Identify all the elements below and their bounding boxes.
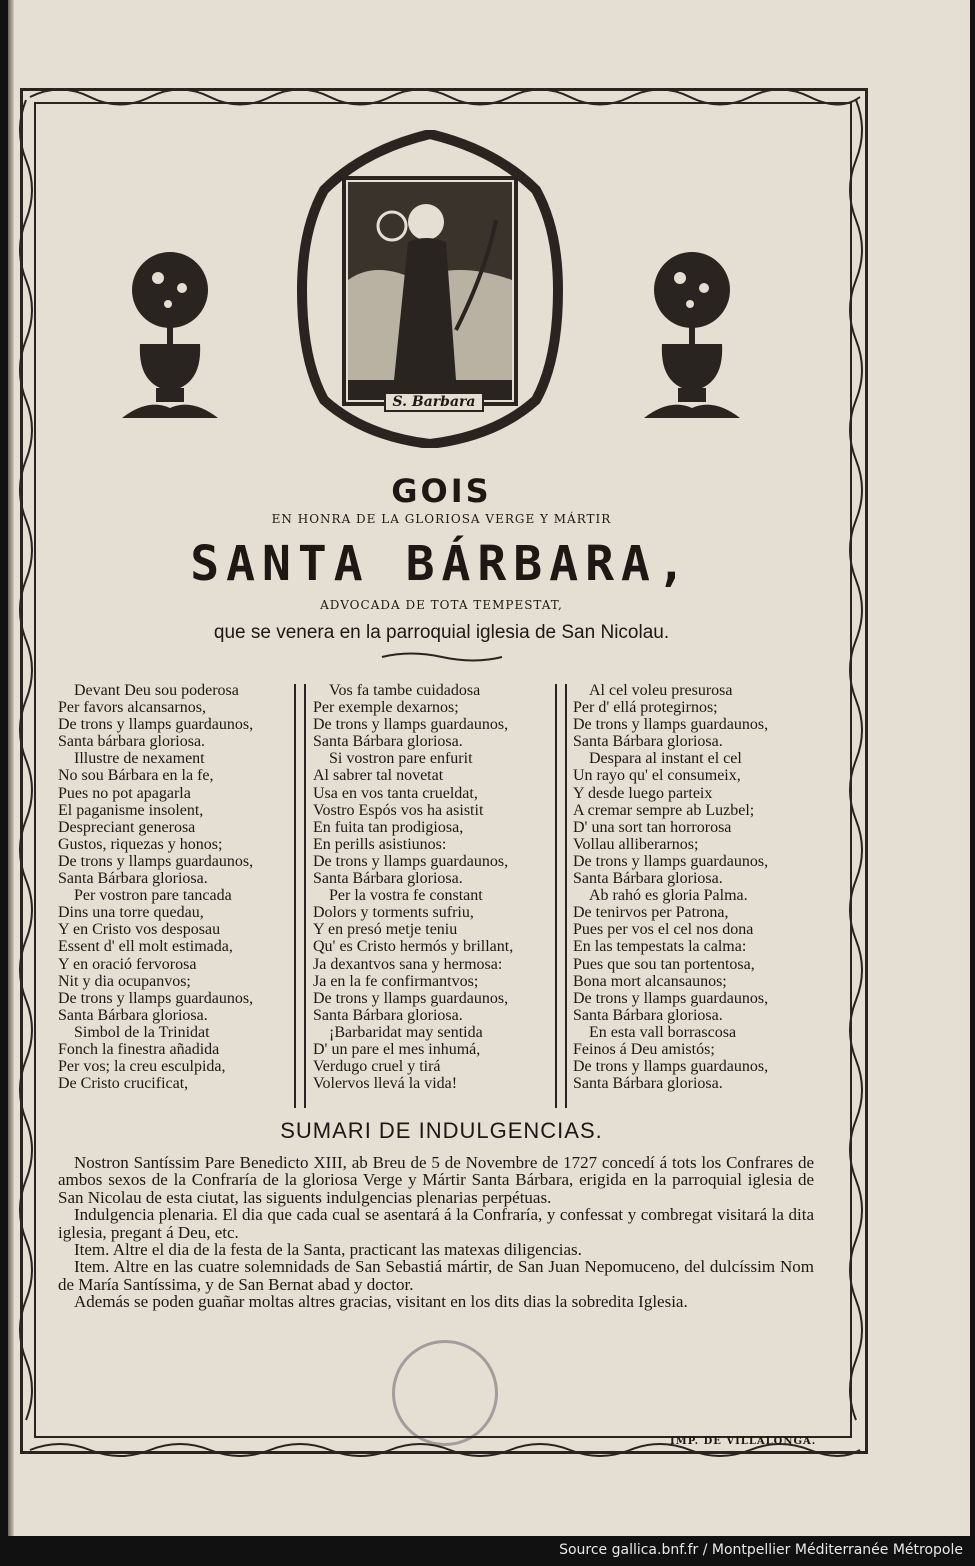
verse-line: Nit y dia ocupanvos; <box>58 972 191 990</box>
verse-line: Despara al instant el cel <box>589 750 742 768</box>
verse-line: Per vos; la creu esculpida, <box>58 1058 226 1076</box>
verse-line: Bona mort alcansaunos; <box>573 972 727 990</box>
verse-line: Santa Bárbara gloriosa. <box>313 733 463 751</box>
verse-line: Vollau alliberarnos; <box>573 835 699 853</box>
indulgence-paragraph: Además se poden guañar moltas altres gracias, visitant en los dits dias la sobredita Iglesia. <box>74 1292 688 1312</box>
verse-line: Si vostron pare enfurit <box>329 750 473 768</box>
top-border-scroll <box>20 82 868 112</box>
verse-line: Gustos, riquezas y honos; <box>58 835 223 853</box>
verse-column-2 <box>313 682 513 1092</box>
verse-line: A cremar sempre ab Luzbel; <box>573 801 755 819</box>
verse-line: Per exemple dexarnos; <box>313 699 459 717</box>
title-divider-rule <box>380 650 504 664</box>
library-stamp <box>392 1340 498 1446</box>
verse-line: Dins una torre quedau, <box>58 904 204 922</box>
indulgences-text <box>58 1154 814 1311</box>
source-attribution: Source gallica.bnf.fr / Montpellier Méditerranée Métropole <box>559 1542 963 1558</box>
advocation-line: ADVOCADA DE TOTA TEMPESTAT, <box>320 598 563 612</box>
source-footer <box>0 1536 975 1566</box>
verse-line: De trons y llamps guardaunos, <box>573 1058 769 1076</box>
verse-line: De trons y llamps guardaunos, <box>58 989 254 1007</box>
verse-line: Santa Bárbara gloriosa. <box>58 1006 208 1024</box>
verse-line: Y desde luego parteix <box>573 784 713 802</box>
verse-line: En fuita tan prodigiosa, <box>313 818 464 836</box>
verse-line: En perills asistiunos: <box>313 835 447 853</box>
verse-line: Qu' es Cristo hermós y brillant, <box>313 938 514 956</box>
flower-urn-left-icon <box>118 248 222 422</box>
verse-line: Pues per vos el cel nos dona <box>573 921 754 939</box>
verse-line: Feinos á Deu amistós; <box>573 1040 715 1058</box>
verse-line: Santa bárbara gloriosa. <box>58 733 206 751</box>
verse-line: Per vostron pare tancada <box>74 887 232 905</box>
verse-line: De trons y llamps guardaunos, <box>573 989 769 1007</box>
verse-line: Volervos llevá la vida! <box>313 1075 458 1093</box>
sumari-heading: SUMARI DE INDULGENCIAS. <box>280 1118 603 1143</box>
verse-line: Vostro Espós vos ha asistit <box>313 801 484 819</box>
verse-line: Ja en la fe confirmantvos; <box>313 972 479 990</box>
verse-line: Ja dexantvos sana y hermosa: <box>313 955 503 973</box>
verse-line: Y en Cristo vos desposau <box>58 921 221 939</box>
verse-line: Santa Bárbara gloriosa. <box>313 870 463 888</box>
verse-line: D' una sort tan horrorosa <box>573 818 732 836</box>
verse-line: Santa Bárbara gloriosa. <box>313 1006 463 1024</box>
title-gois: GOIS <box>391 472 492 510</box>
left-border-scroll <box>14 100 38 1440</box>
venerated-line: que se venera en la parroquial iglesia de San Nicolau. <box>213 622 670 643</box>
verse-line: Dolors y torments sufriu, <box>313 904 474 922</box>
right-border-scroll <box>844 100 868 1440</box>
verse-line: Al cel voleu presurosa <box>589 682 733 699</box>
verse-line: Per favors alcansarnos, <box>58 699 206 717</box>
verse-line: El paganisme insolent, <box>58 801 204 819</box>
verse-line: Fonch la finestra añadida <box>58 1040 220 1058</box>
printer-credit: IMP. DE VILLALONGA. <box>670 1436 817 1447</box>
verse-line: Santa Bárbara gloriosa. <box>573 870 723 888</box>
verse-line: Despreciant generosa <box>58 818 196 836</box>
verse-line: De trons y llamps guardaunos, <box>58 852 254 870</box>
verse-line: Illustre de nexament <box>74 750 205 768</box>
verse-line: Pues que sou tan portentosa, <box>573 955 755 973</box>
verse-line: Verdugo cruel y tirá <box>313 1058 441 1076</box>
verse-line: De trons y llamps guardaunos, <box>58 716 254 734</box>
column-separator-2 <box>555 684 567 1108</box>
verse-line: De trons y llamps guardaunos, <box>313 852 509 870</box>
verse-line: De trons y llamps guardaunos, <box>573 716 769 734</box>
verse-column-1 <box>58 682 253 1092</box>
indulgence-paragraph: Item. Altre en las cuatre solemnidads de San Sebastiá mártir, de San Juan Nepomuceno, del dulcíssim Nom de María Santíssima, y de San Bernat abad y doctor. <box>58 1257 814 1294</box>
saint-name-heading: SANTA BÁRBARA, <box>190 536 693 592</box>
verse-line: Pues no pot apagarla <box>58 784 191 802</box>
verse-line: Per la vostra fe constant <box>329 887 483 905</box>
verse-line: En las tempestats la calma: <box>573 938 747 956</box>
verse-line: Al sabrer tal novetat <box>313 767 444 785</box>
dedication-line: EN HONRA DE LA GLORIOSA VERGE Y MÁRTIR <box>271 512 612 526</box>
verse-line: Usa en vos tanta crueldat, <box>313 784 478 802</box>
verse-line: De trons y llamps guardaunos, <box>573 852 769 870</box>
verse-line: Un rayo qu' el consumeix, <box>573 767 741 785</box>
verse-line: De trons y llamps guardaunos, <box>313 716 509 734</box>
flower-urn-right-icon <box>640 248 744 422</box>
indulgence-paragraph: Item. Altre el dia de la festa de la Santa, practicant las matexas diligencias. <box>74 1240 582 1260</box>
verse-line: Vos fa tambe cuidadosa <box>329 682 481 699</box>
verse-line: Santa Bárbara gloriosa. <box>573 733 723 751</box>
verse-line: No sou Bárbara en la fe, <box>58 767 214 785</box>
image-caption: S. Barbara <box>384 392 484 412</box>
verse-line: Per d' ellá protegirnos; <box>573 699 718 717</box>
verse-line: De tenirvos per Patrona, <box>573 904 729 922</box>
verse-line: Devant Deu sou poderosa <box>74 682 239 699</box>
verse-line: ¡Barbaridat may sentida <box>329 1023 483 1041</box>
verse-line: Santa Bárbara gloriosa. <box>573 1075 723 1093</box>
indulgence-paragraph: Indulgencia plenaria. El dia que cada cual se asentará á la Confraría, y confessat y combregat visitará la dita iglesia, pregant á Deu, etc. <box>58 1205 814 1242</box>
verse-line: De trons y llamps guardaunos, <box>313 989 509 1007</box>
verse-line: Ab rahó es gloria Palma. <box>589 887 748 905</box>
verse-column-3 <box>573 682 768 1092</box>
verse-line: De Cristo crucificat, <box>58 1075 189 1093</box>
verse-line: Santa Bárbara gloriosa. <box>58 870 208 888</box>
verse-line: Y en oració fervorosa <box>58 955 197 973</box>
verse-line: Simbol de la Trinidat <box>74 1023 210 1041</box>
verse-line: Santa Bárbara gloriosa. <box>573 1006 723 1024</box>
indulgence-paragraph: Nostron Santíssim Pare Benedicto XIII, ab Breu de 5 de Novembre de 1727 concedí á tots los Confrares de ambos sexos de la Confraría de la gloriosa Verge y Mártir Santa Bárbara, erigida en la parroquial iglesia de San Nicolau de esta ciutat, las siguents indulgencias plenarias perpétuas. <box>58 1153 814 1207</box>
verse-line: En esta vall borrascosa <box>589 1023 737 1041</box>
column-separator-1 <box>294 684 306 1108</box>
verse-line: D' un pare el mes inhumá, <box>313 1040 481 1058</box>
verse-line: Y en presó metje teniu <box>313 921 458 939</box>
verse-line: Essent d' ell molt estimada, <box>58 938 233 956</box>
